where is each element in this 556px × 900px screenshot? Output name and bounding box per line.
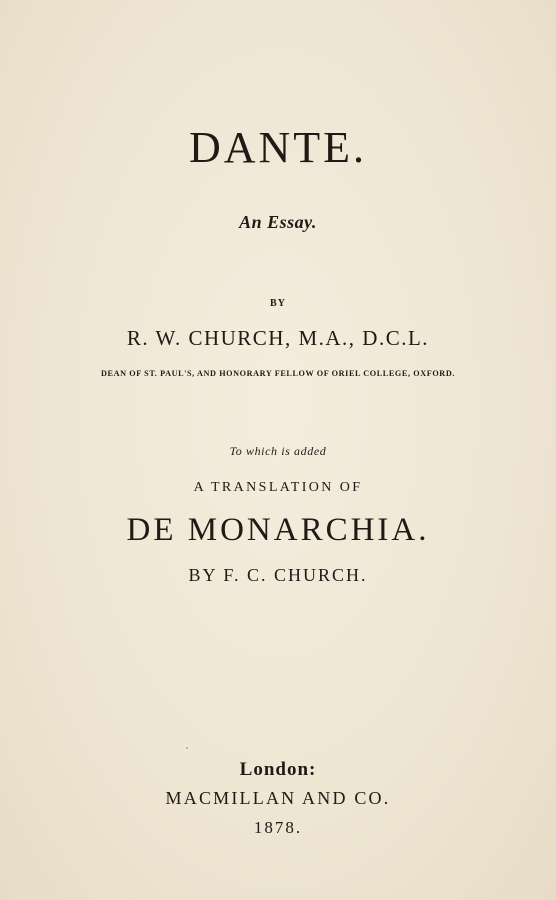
book-title: DANTE. (188, 123, 368, 172)
paper-speck (186, 747, 188, 749)
work-title: DE MONARCHIA. (126, 512, 430, 548)
author-affiliation: DEAN OF ST. PAUL'S, AND HONORARY FELLOW OF ORIEL COLLEGE, OXFORD. (101, 369, 455, 378)
translator-name: BY F. C. CHURCH. (188, 565, 368, 585)
translation-label: A TRANSLATION OF (193, 480, 363, 495)
author-name: R. W. CHURCH, M.A., D.C.L. (126, 326, 430, 350)
by-label: BY (270, 298, 286, 309)
publication-place: London: (239, 759, 317, 780)
book-subtitle: An Essay. (239, 212, 317, 232)
added-note: To which is added (229, 444, 327, 458)
publication-year: 1878. (253, 818, 303, 837)
publisher-name: MACMILLAN AND CO. (165, 788, 391, 808)
